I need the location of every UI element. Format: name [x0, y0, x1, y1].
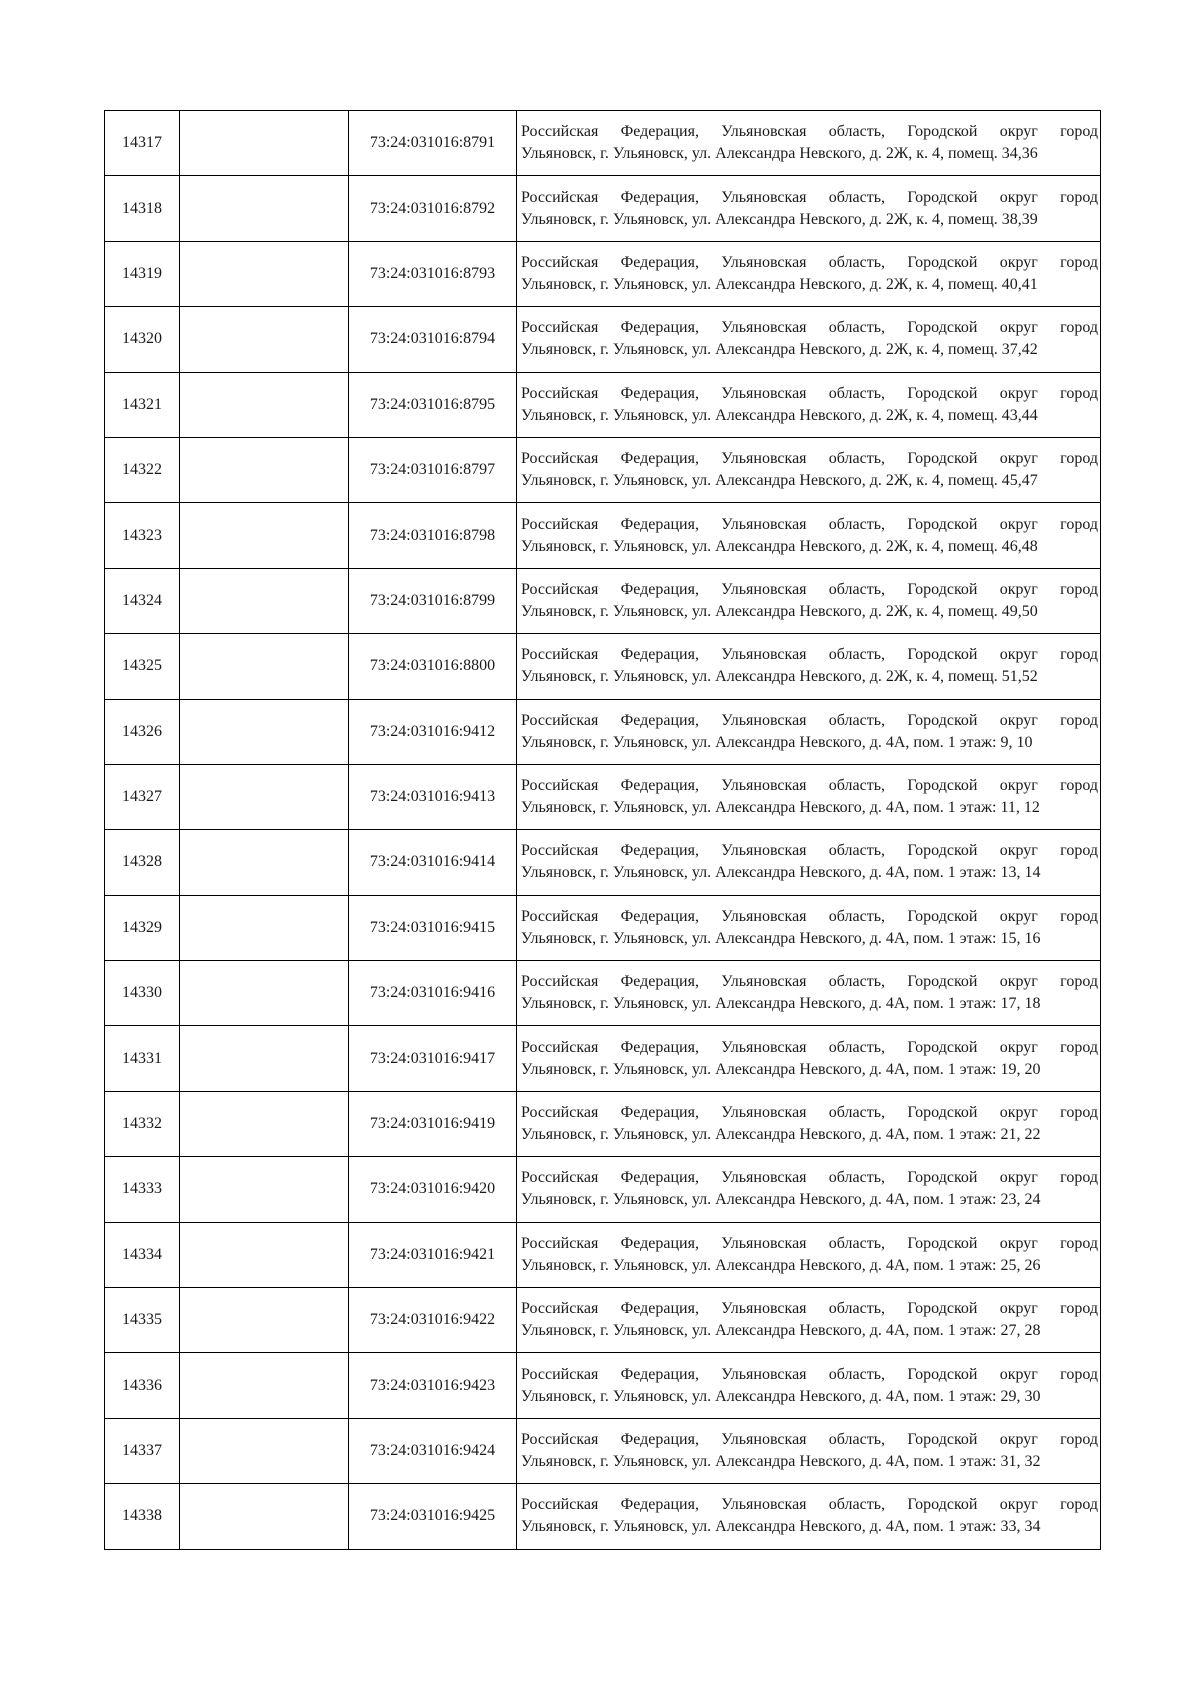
property-registry-table [104, 110, 1101, 1550]
row-number-cell: 14338 [105, 1484, 180, 1549]
address-line-2: Ульяновск, г. Ульяновск, ул. Александра Невского, д. 4А, пом. 1 этаж: 31, 32 [521, 1453, 1041, 1470]
empty-cell [180, 1026, 349, 1091]
address-line-1: Российская Федерация, Ульяновская область, Городской округ город [521, 384, 1098, 402]
address-cell [517, 1418, 1101, 1483]
address-line-1: Российская Федерация, Ульяновская область, Городской округ город [521, 1169, 1098, 1187]
address-cell [517, 437, 1101, 502]
cadastral-number-cell: 73:24:031016:8792 [349, 176, 517, 241]
cadastral-number-cell: 73:24:031016:8791 [349, 111, 517, 176]
cadastral-number-cell: 73:24:031016:9414 [349, 830, 517, 895]
row-number-cell: 14329 [105, 895, 180, 960]
address-line-1: Российская Федерация, Ульяновская область, Городской округ город [521, 1300, 1098, 1318]
address-line-1: Российская Федерация, Ульяновская область, Городской округ город [521, 973, 1098, 991]
table-row [105, 830, 1101, 895]
address-cell [517, 241, 1101, 306]
table-row [105, 961, 1101, 1026]
cadastral-number-cell: 73:24:031016:8799 [349, 568, 517, 633]
address-line-2: Ульяновск, г. Ульяновск, ул. Александра Невского, д. 2Ж, к. 4, помещ. 37,42 [521, 341, 1038, 359]
address-line-1: Российская Федерация, Ульяновская область, Городской округ город [521, 123, 1098, 141]
row-number-cell: 14327 [105, 764, 180, 829]
address-cell [517, 699, 1101, 764]
address-cell [517, 503, 1101, 568]
row-number-cell: 14330 [105, 961, 180, 1026]
row-number-cell: 14336 [105, 1353, 180, 1418]
row-number-cell: 14331 [105, 1026, 180, 1091]
empty-cell [180, 634, 349, 699]
address-line-2: Ульяновск, г. Ульяновск, ул. Александра Невского, д. 2Ж, к. 4, помещ. 51,52 [521, 668, 1038, 686]
table-row [105, 1091, 1101, 1156]
row-number-cell: 14335 [105, 1288, 180, 1353]
address-line-1: Российская Федерация, Ульяновская область, Городской округ город [521, 646, 1098, 664]
table-row [105, 307, 1101, 372]
address-line-2: Ульяновск, г. Ульяновск, ул. Александра Невского, д. 4А, пом. 1 этаж: 23, 24 [521, 1191, 1041, 1209]
cadastral-number-cell: 73:24:031016:8798 [349, 503, 517, 568]
address-cell [517, 1484, 1101, 1549]
address-cell [517, 176, 1101, 241]
row-number-cell: 14321 [105, 372, 180, 437]
cadastral-number-cell: 73:24:031016:8795 [349, 372, 517, 437]
table-row [105, 1026, 1101, 1091]
empty-cell [180, 1157, 349, 1222]
address-line-1: Российская Федерация, Ульяновская область, Городской округ город [521, 580, 1098, 598]
row-number-cell: 14318 [105, 176, 180, 241]
empty-cell [180, 372, 349, 437]
address-line-1: Российская Федерация, Ульяновская область, Городской округ город [521, 319, 1098, 337]
table-row [105, 241, 1101, 306]
cadastral-number-cell: 73:24:031016:9423 [349, 1353, 517, 1418]
address-line-2: Ульяновск, г. Ульяновск, ул. Александра Невского, д. 4А, пом. 1 этаж: 15, 16 [521, 929, 1041, 947]
cadastral-number-cell: 73:24:031016:9420 [349, 1157, 517, 1222]
address-cell [517, 307, 1101, 372]
address-line-1: Российская Федерация, Ульяновская область, Городской округ город [521, 515, 1098, 533]
table-row [105, 634, 1101, 699]
address-cell [517, 111, 1101, 176]
table-row [105, 764, 1101, 829]
address-line-2: Ульяновск, г. Ульяновск, ул. Александра Невского, д. 4А, пом. 1 этаж: 13, 14 [521, 864, 1041, 882]
table-row [105, 1222, 1101, 1287]
address-line-2: Ульяновск, г. Ульяновск, ул. Александра Невского, д. 2Ж, к. 4, помещ. 43,44 [521, 406, 1038, 424]
registry-table-body [105, 111, 1101, 1550]
address-cell [517, 634, 1101, 699]
table-row [105, 895, 1101, 960]
cadastral-number-cell: 73:24:031016:8794 [349, 307, 517, 372]
address-cell [517, 1288, 1101, 1353]
empty-cell [180, 568, 349, 633]
table-row [105, 1157, 1101, 1222]
address-line-1: Российская Федерация, Ульяновская область, Городской округ город [521, 188, 1098, 206]
address-cell [517, 1353, 1101, 1418]
address-line-2: Ульяновск, г. Ульяновск, ул. Александра Невского, д. 4А, пом. 1 этаж: 25, 26 [521, 1256, 1041, 1274]
address-line-2: Ульяновск, г. Ульяновск, ул. Александра Невского, д. 4А, пом. 1 этаж: 17, 18 [521, 995, 1041, 1013]
row-number-cell: 14325 [105, 634, 180, 699]
row-number-cell: 14333 [105, 1157, 180, 1222]
empty-cell [180, 1418, 349, 1483]
address-cell [517, 895, 1101, 960]
table-row [105, 699, 1101, 764]
empty-cell [180, 176, 349, 241]
cadastral-number-cell: 73:24:031016:9416 [349, 961, 517, 1026]
empty-cell [180, 503, 349, 568]
address-line-1: Российская Федерация, Ульяновская область, Городской округ город [521, 1431, 1098, 1448]
table-row [105, 503, 1101, 568]
address-line-1: Российская Федерация, Ульяновская область, Городской округ город [521, 1038, 1098, 1056]
table-row [105, 176, 1101, 241]
address-cell [517, 1157, 1101, 1222]
address-line-1: Российская Федерация, Ульяновская область, Городской округ город [521, 842, 1098, 860]
address-line-1: Российская Федерация, Ульяновская область, Городской округ город [521, 1104, 1098, 1122]
empty-cell [180, 1353, 349, 1418]
address-cell [517, 1222, 1101, 1287]
address-line-2: Ульяновск, г. Ульяновск, ул. Александра Невского, д. 2Ж, к. 4, помещ. 40,41 [521, 275, 1038, 293]
table-row [105, 437, 1101, 502]
empty-cell [180, 241, 349, 306]
address-line-2: Ульяновск, г. Ульяновск, ул. Александра Невского, д. 2Ж, к. 4, помещ. 45,47 [521, 472, 1038, 490]
empty-cell [180, 1222, 349, 1287]
table-row [105, 1484, 1101, 1549]
address-line-2: Ульяновск, г. Ульяновск, ул. Александра Невского, д. 4А, пом. 1 этаж: 21, 22 [521, 1126, 1041, 1144]
cadastral-number-cell: 73:24:031016:9424 [349, 1418, 517, 1483]
row-number-cell: 14322 [105, 437, 180, 502]
address-line-1: Российская Федерация, Ульяновская область, Городской округ город [521, 711, 1098, 729]
address-line-2: Ульяновск, г. Ульяновск, ул. Александра Невского, д. 4А, пом. 1 этаж: 11, 12 [521, 799, 1040, 817]
cadastral-number-cell: 73:24:031016:9415 [349, 895, 517, 960]
row-number-cell: 14320 [105, 307, 180, 372]
address-line-2: Ульяновск, г. Ульяновск, ул. Александра Невского, д. 4А, пом. 1 этаж: 27, 28 [521, 1322, 1041, 1340]
empty-cell [180, 437, 349, 502]
address-line-1: Российская Федерация, Ульяновская область, Городской округ город [521, 450, 1098, 468]
table-row [105, 1288, 1101, 1353]
address-cell [517, 1091, 1101, 1156]
empty-cell [180, 699, 349, 764]
address-line-2: Ульяновск, г. Ульяновск, ул. Александра Невского, д. 2Ж, к. 4, помещ. 34,36 [521, 145, 1038, 163]
empty-cell [180, 307, 349, 372]
cadastral-number-cell: 73:24:031016:9412 [349, 699, 517, 764]
row-number-cell: 14328 [105, 830, 180, 895]
address-cell [517, 372, 1101, 437]
address-cell [517, 568, 1101, 633]
cadastral-number-cell: 73:24:031016:8797 [349, 437, 517, 502]
address-line-2: Ульяновск, г. Ульяновск, ул. Александра Невского, д. 4А, пом. 1 этаж: 19, 20 [521, 1060, 1041, 1078]
address-line-2: Ульяновск, г. Ульяновск, ул. Александра Невского, д. 2Ж, к. 4, помещ. 38,39 [521, 210, 1038, 228]
cadastral-number-cell: 73:24:031016:8800 [349, 634, 517, 699]
table-row [105, 568, 1101, 633]
empty-cell [180, 895, 349, 960]
address-cell [517, 961, 1101, 1026]
address-line-1: Российская Федерация, Ульяновская область, Городской округ город [521, 253, 1098, 271]
address-line-1: Российская Федерация, Ульяновская область, Городской округ город [521, 777, 1098, 795]
cadastral-number-cell: 73:24:031016:8793 [349, 241, 517, 306]
address-line-1: Российская Федерация, Ульяновская область, Городской округ город [521, 1234, 1098, 1252]
empty-cell [180, 1484, 349, 1549]
row-number-cell: 14324 [105, 568, 180, 633]
address-line-1: Российская Федерация, Ульяновская область, Городской округ город [521, 1365, 1098, 1383]
address-line-1: Российская Федерация, Ульяновская область, Городской округ город [521, 1496, 1098, 1514]
empty-cell [180, 1288, 349, 1353]
table-row [105, 1418, 1101, 1483]
cadastral-number-cell: 73:24:031016:9421 [349, 1222, 517, 1287]
cadastral-number-cell: 73:24:031016:9413 [349, 764, 517, 829]
table-row [105, 372, 1101, 437]
empty-cell [180, 830, 349, 895]
address-line-1: Российская Федерация, Ульяновская область, Городской округ город [521, 907, 1098, 925]
table-row [105, 111, 1101, 176]
empty-cell [180, 111, 349, 176]
address-cell [517, 1026, 1101, 1091]
row-number-cell: 14337 [105, 1418, 180, 1483]
cadastral-number-cell: 73:24:031016:9419 [349, 1091, 517, 1156]
address-line-2: Ульяновск, г. Ульяновск, ул. Александра Невского, д. 4А, пом. 1 этаж: 9, 10 [521, 733, 1033, 751]
address-cell [517, 764, 1101, 829]
cadastral-number-cell: 73:24:031016:9422 [349, 1288, 517, 1353]
cadastral-number-cell: 73:24:031016:9417 [349, 1026, 517, 1091]
address-line-2: Ульяновск, г. Ульяновск, ул. Александра Невского, д. 2Ж, к. 4, помещ. 49,50 [521, 602, 1038, 620]
cadastral-number-cell: 73:24:031016:9425 [349, 1484, 517, 1549]
address-line-2: Ульяновск, г. Ульяновск, ул. Александра Невского, д. 2Ж, к. 4, помещ. 46,48 [521, 537, 1038, 555]
row-number-cell: 14317 [105, 111, 180, 176]
address-line-2: Ульяновск, г. Ульяновск, ул. Александра Невского, д. 4А, пом. 1 этаж: 29, 30 [521, 1387, 1041, 1405]
row-number-cell: 14326 [105, 699, 180, 764]
empty-cell [180, 1091, 349, 1156]
row-number-cell: 14323 [105, 503, 180, 568]
address-cell [517, 830, 1101, 895]
empty-cell [180, 764, 349, 829]
table-row [105, 1353, 1101, 1418]
address-line-2: Ульяновск, г. Ульяновск, ул. Александра Невского, д. 4А, пом. 1 этаж: 33, 34 [521, 1518, 1041, 1536]
row-number-cell: 14334 [105, 1222, 180, 1287]
row-number-cell: 14319 [105, 241, 180, 306]
row-number-cell: 14332 [105, 1091, 180, 1156]
empty-cell [180, 961, 349, 1026]
